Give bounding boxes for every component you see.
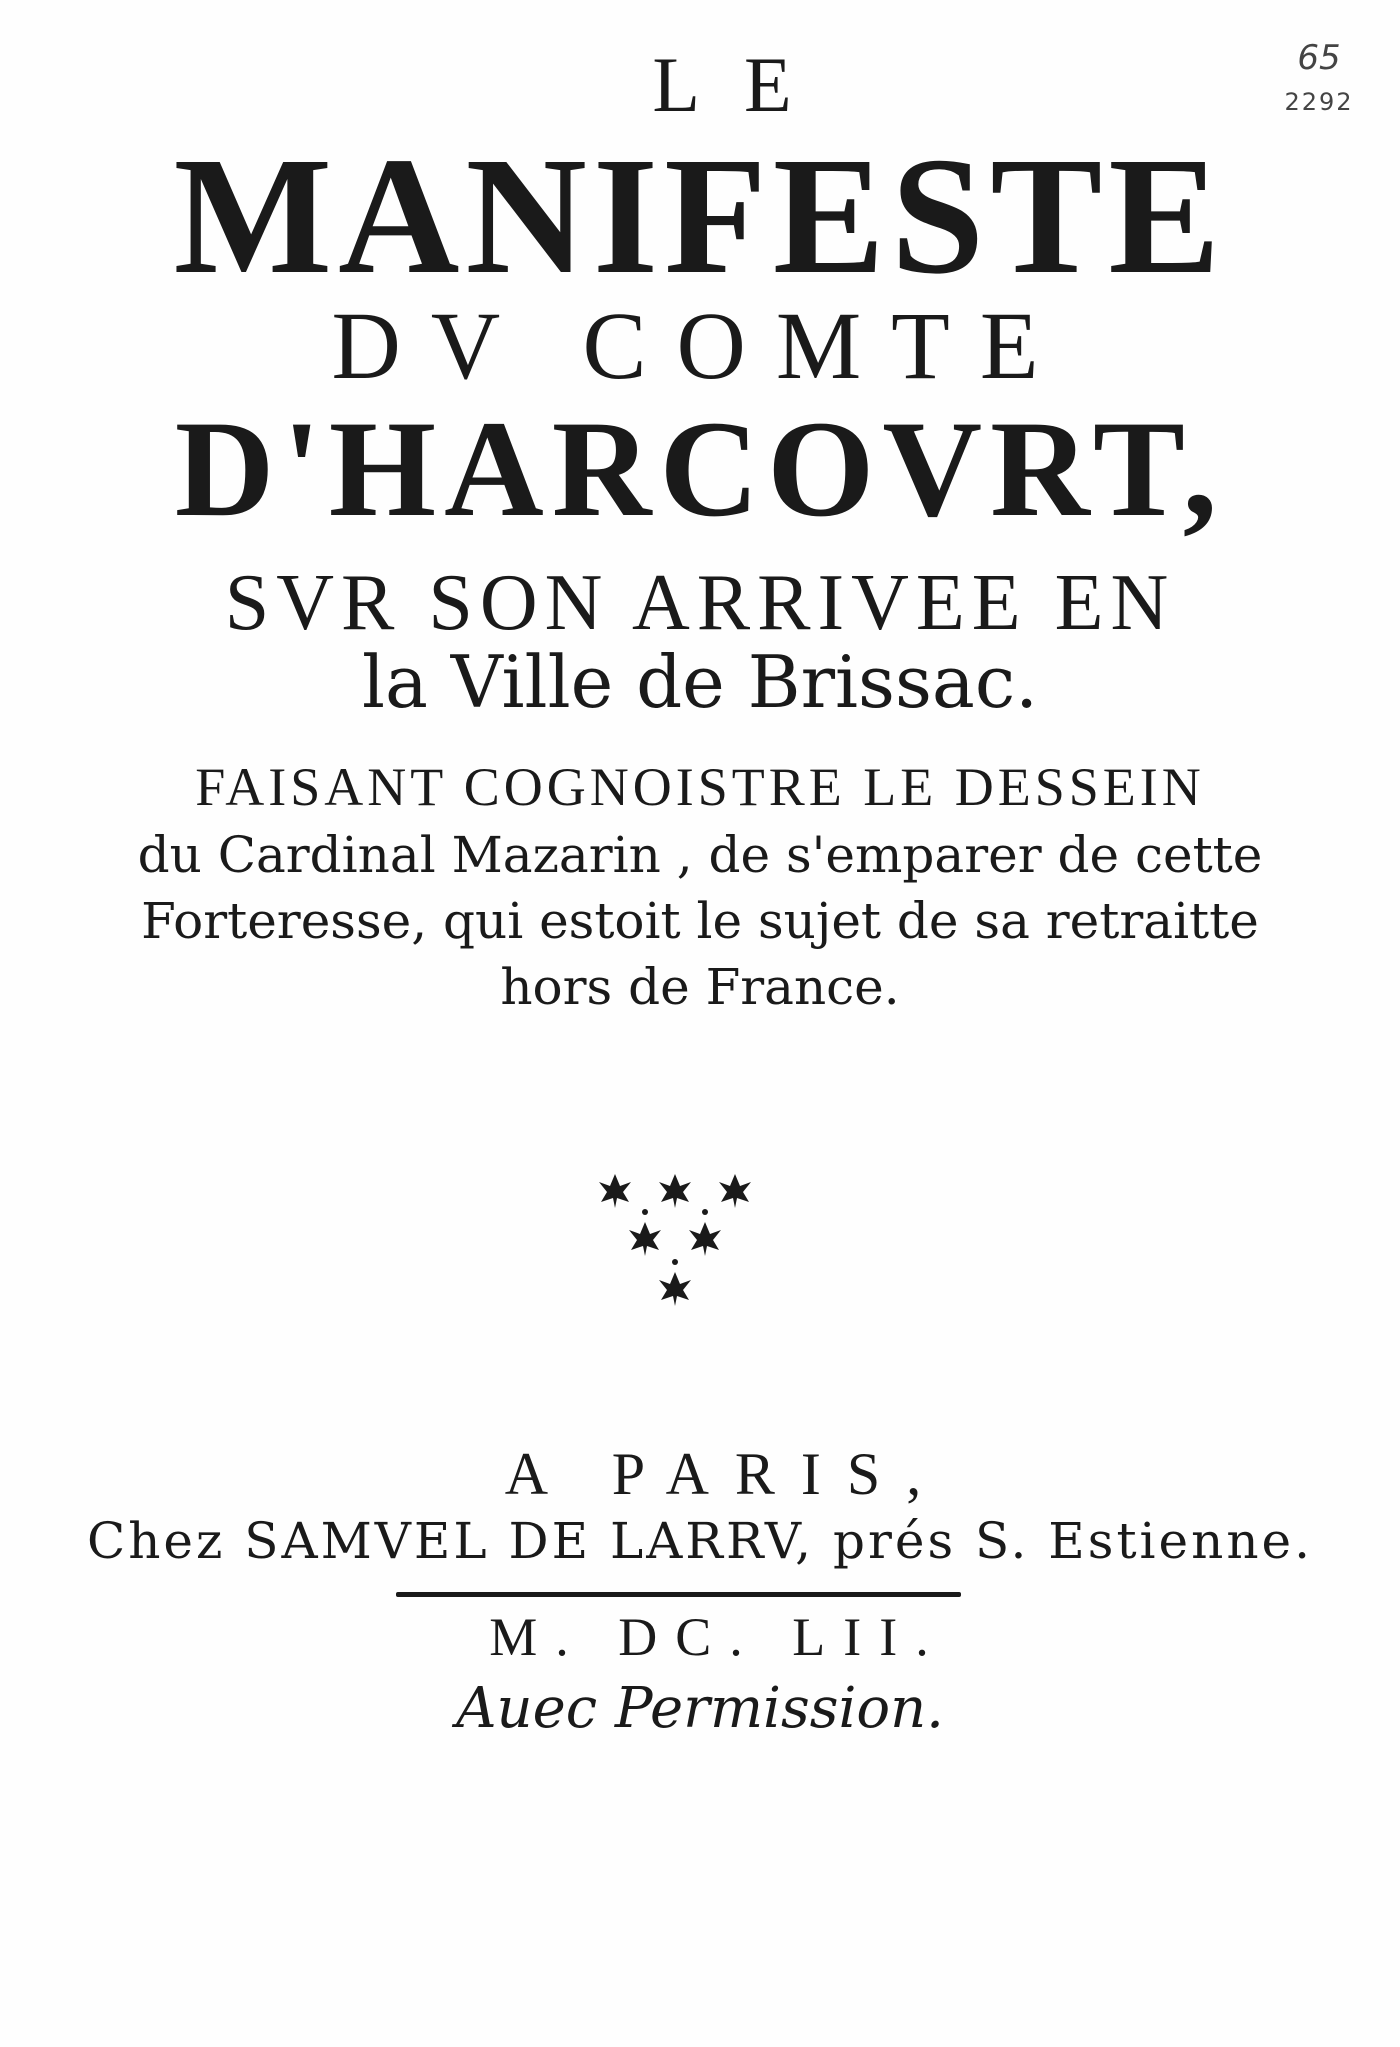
- annotation-code: 2292: [1284, 88, 1354, 116]
- subtitle-line-4: hors de France.: [500, 958, 900, 1016]
- imprint-permission: Auec Permission.: [456, 1676, 944, 1741]
- title-main: MANIFESTE: [173, 123, 1227, 309]
- imprint-printer: Chez SAMVEL DE LARRV, prés S. Estienne.: [86, 1512, 1314, 1570]
- title-le: LE: [652, 41, 836, 128]
- title-name: D'HARCOVRT,: [174, 392, 1226, 545]
- title-sur-son-arrivee: SVR SON ARRIVEE EN: [224, 559, 1176, 647]
- subtitle-line-1: FAISANT COGNOISTRE LE DESSEIN: [195, 757, 1205, 817]
- title-ville: la Ville de Brissac.: [361, 640, 1039, 724]
- imprint-place: A PARIS,: [504, 1441, 948, 1507]
- fleuron-ornament-icon: [590, 1170, 760, 1320]
- imprint-date: M. DC. LII.: [489, 1607, 947, 1667]
- title-du-comte: DV COMTE: [331, 292, 1069, 399]
- subtitle-line-2: du Cardinal Mazarin , de s'emparer de cette: [137, 826, 1263, 884]
- subtitle-line-3: Forteresse, qui estoit le sujet de sa retraitte: [141, 892, 1259, 950]
- annotation-mark: 65: [1297, 38, 1341, 78]
- imprint-rule: [396, 1592, 961, 1597]
